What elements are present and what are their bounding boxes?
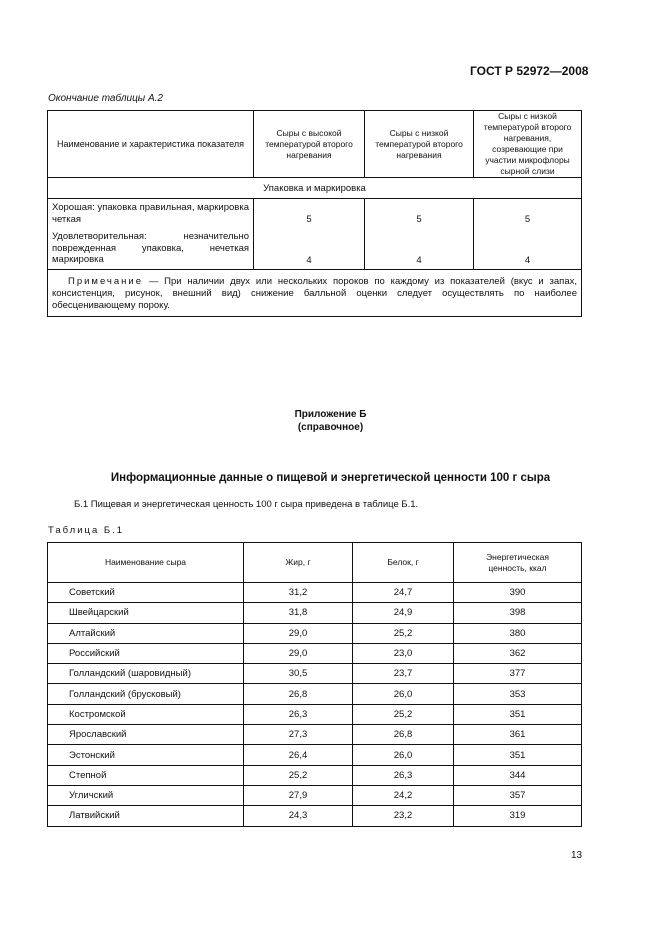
note-prefix: Примечание <box>68 275 143 287</box>
table-a-cell: 4 <box>254 228 365 269</box>
fat-cell: 30,5 <box>244 664 353 684</box>
fat-cell: 31,8 <box>244 603 353 623</box>
appendix-paragraph: Б.1 Пищевая и энергетическая ценность 100 г сыра приведена в таблице Б.1. <box>74 499 419 510</box>
energy-cell: 351 <box>454 745 582 765</box>
table-a <box>47 110 582 317</box>
table-a-header-high-temp: Сыры с высокой температурой второго нагревания <box>254 111 365 178</box>
cheese-name-cell: Костромской <box>48 704 244 724</box>
fat-cell: 26,8 <box>244 684 353 704</box>
appendix-title: Приложение Б <box>294 409 367 420</box>
table-a-row-label: Хорошая: упаковка правильная, маркировка четкая <box>48 199 254 229</box>
fat-cell: 29,0 <box>244 643 353 663</box>
table-row <box>48 765 582 785</box>
cheese-name-cell: Алтайский <box>48 623 244 643</box>
document-header: ГОСТ Р 52972—2008 <box>470 64 589 78</box>
table-row <box>48 725 582 745</box>
cheese-name-cell: Эстонский <box>48 745 244 765</box>
appendix-title-block <box>0 408 661 434</box>
energy-cell: 351 <box>454 704 582 724</box>
energy-cell: 361 <box>454 725 582 745</box>
table-b-body <box>48 583 582 827</box>
cheese-name-cell: Голландский (брусковый) <box>48 684 244 704</box>
table-a-cell: 5 <box>254 199 365 229</box>
protein-cell: 24,7 <box>353 583 454 603</box>
table-a-cell: 4 <box>365 228 474 269</box>
energy-cell: 357 <box>454 785 582 805</box>
cheese-name-cell: Российский <box>48 643 244 663</box>
table-row <box>48 664 582 684</box>
table-a-cell: 5 <box>474 199 582 229</box>
protein-cell: 26,0 <box>353 745 454 765</box>
table-a-header-name: Наименование и характеристика показателя <box>48 111 254 178</box>
fat-cell: 29,0 <box>244 623 353 643</box>
energy-cell: 377 <box>454 664 582 684</box>
protein-cell: 25,2 <box>353 704 454 724</box>
table-b-header-name: Наименование сыра <box>48 543 244 583</box>
cheese-name-cell: Угличский <box>48 785 244 805</box>
energy-cell: 319 <box>454 806 582 826</box>
cheese-name-cell: Советский <box>48 583 244 603</box>
fat-cell: 26,3 <box>244 704 353 724</box>
table-row <box>48 199 582 229</box>
cheese-name-cell: Швейцарский <box>48 603 244 623</box>
table-b-header-protein: Белок, г <box>353 543 454 583</box>
protein-cell: 24,2 <box>353 785 454 805</box>
energy-cell: 380 <box>454 623 582 643</box>
protein-cell: 26,8 <box>353 725 454 745</box>
appendix-heading: Информационные данные о пищевой и энергетической ценности 100 г сыра <box>110 472 551 484</box>
appendix-subtitle: (справочное) <box>297 422 364 433</box>
fat-cell: 27,3 <box>244 725 353 745</box>
table-a-row-label: Удовлетворительная: незначительно поврежденная упаковка, нечеткая маркировка <box>48 228 254 269</box>
table-a-header-low-temp: Сыры с низкой температурой второго нагревания <box>365 111 474 178</box>
cheese-name-cell: Голландский (шаровидный) <box>48 664 244 684</box>
protein-cell: 25,2 <box>353 623 454 643</box>
fat-cell: 31,2 <box>244 583 353 603</box>
table-row <box>48 623 582 643</box>
cheese-name-cell: Ярославский <box>48 725 244 745</box>
table-a-header-low-temp-slime: Сыры с низкой температурой второго нагревания, созревающие при участии микрофлоры сырной слизи <box>474 111 582 178</box>
table-row <box>48 684 582 704</box>
fat-cell: 25,2 <box>244 765 353 785</box>
table-row <box>48 643 582 663</box>
fat-cell: 26,4 <box>244 745 353 765</box>
table-b <box>47 542 582 827</box>
table-row <box>48 806 582 826</box>
table-row <box>48 583 582 603</box>
energy-cell: 398 <box>454 603 582 623</box>
energy-cell: 344 <box>454 765 582 785</box>
cheese-name-cell: Степной <box>48 765 244 785</box>
table-a-section-title: Упаковка и маркировка <box>48 178 582 199</box>
cheese-name-cell: Латвийский <box>48 806 244 826</box>
energy-cell: 353 <box>454 684 582 704</box>
fat-cell: 24,3 <box>244 806 353 826</box>
energy-cell: 362 <box>454 643 582 663</box>
table-row <box>48 745 582 765</box>
table-a-cell: 4 <box>474 228 582 269</box>
table-a-cell: 5 <box>365 199 474 229</box>
table-a-caption: Окончание таблицы А.2 <box>48 93 163 104</box>
table-row <box>48 704 582 724</box>
protein-cell: 23,0 <box>353 643 454 663</box>
table-row <box>48 785 582 805</box>
protein-cell: 26,0 <box>353 684 454 704</box>
protein-cell: 23,7 <box>353 664 454 684</box>
protein-cell: 26,3 <box>353 765 454 785</box>
energy-cell: 390 <box>454 583 582 603</box>
page-number: 13 <box>571 850 583 861</box>
table-b-caption: Таблица Б.1 <box>48 525 125 536</box>
protein-cell: 24,9 <box>353 603 454 623</box>
table-b-header-fat: Жир, г <box>244 543 353 583</box>
table-a-note <box>48 269 582 316</box>
table-b-header-energy: Энергетическая ценность, ккал <box>454 543 582 583</box>
table-row <box>48 603 582 623</box>
note-text: — При наличии двух или нескольких пороков по каждому из показателей (вкус и запах, консистенция, рисунок, внешний вид) снижение балльной оценки следует осуществлять по наиболее обесценивающему пороку. <box>52 275 577 311</box>
table-row <box>48 228 582 269</box>
protein-cell: 23,2 <box>353 806 454 826</box>
fat-cell: 27,9 <box>244 785 353 805</box>
